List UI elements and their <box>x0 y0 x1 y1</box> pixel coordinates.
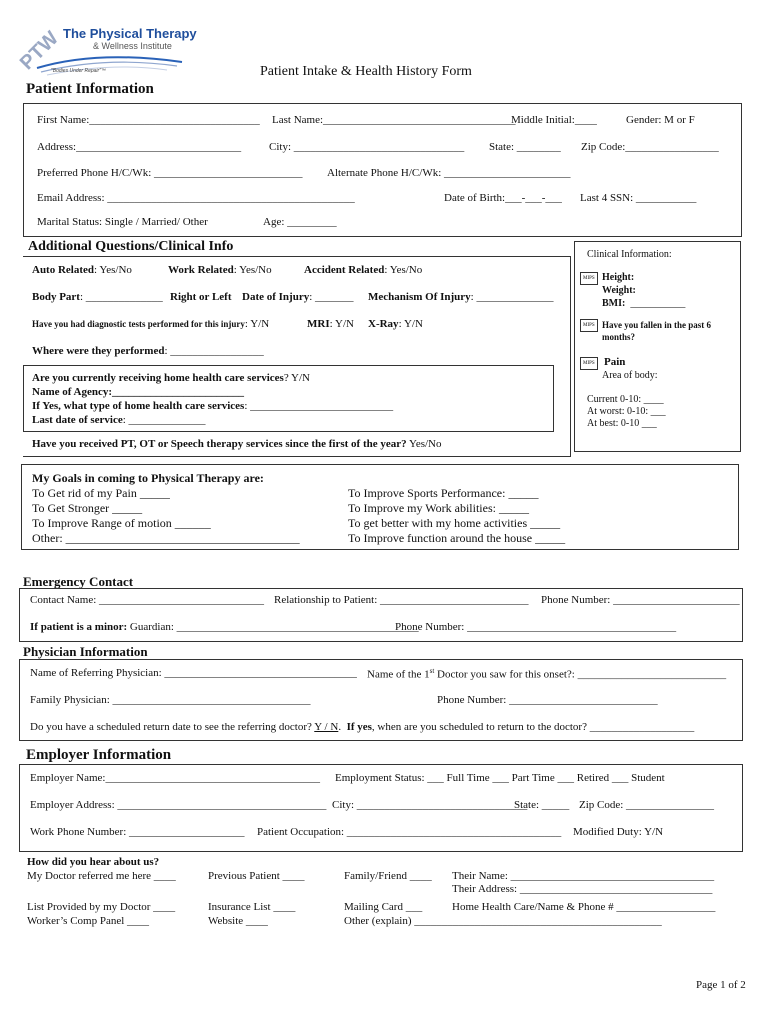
emergency-box <box>19 588 743 642</box>
guardian-field[interactable]: If patient is a minor: Guardian: ____________________________________________ <box>30 621 419 633</box>
mips-badge: MIPS <box>580 317 598 332</box>
address-field[interactable]: Address:______________________________ <box>37 141 242 153</box>
modified-duty-field[interactable]: Modified Duty: Y/N <box>573 826 664 838</box>
employer-name-field[interactable]: Employer Name:_______________________________________ <box>30 772 320 784</box>
height-field[interactable]: Height: <box>602 272 635 283</box>
goal-pain[interactable]: To Get rid of my Pain _____ <box>32 486 170 500</box>
bmi-field[interactable]: BMI: ___________ <box>602 298 686 309</box>
occupation-field[interactable]: Patient Occupation: _______________________________________ <box>257 826 562 838</box>
pain-worst-field[interactable]: At worst: 0-10: ___ <box>587 406 666 417</box>
alternate-phone-field[interactable]: Alternate Phone H/C/Wk: _______________________ <box>327 167 571 179</box>
first-name-field[interactable]: First Name:_______________________________ <box>37 114 260 126</box>
referral-doctor[interactable]: My Doctor referred me here ____ <box>27 870 176 882</box>
referral-workers-comp[interactable]: Worker’s Comp Panel ____ <box>27 915 150 927</box>
emergency-phone-field[interactable]: Phone Number: _______________________ <box>541 594 740 606</box>
page-number: Page 1 of 2 <box>696 979 746 991</box>
goals-box <box>21 464 739 550</box>
family-physician-field[interactable]: Family Physician: ____________________________________ <box>30 694 311 706</box>
referral-website[interactable]: Website ____ <box>208 915 268 927</box>
guardian-phone-field[interactable]: Phone Number: ______________________________________ <box>395 621 677 633</box>
goal-stronger[interactable]: To Get Stronger _____ <box>32 501 143 515</box>
physician-phone-field[interactable]: Phone Number: ___________________________ <box>437 694 658 706</box>
body-part-field[interactable]: Body Part: ______________ <box>32 291 163 303</box>
state-field[interactable]: State: ________ <box>489 141 561 153</box>
referral-mailing-card[interactable]: Mailing Card ___ <box>344 901 423 913</box>
clinical-info-box <box>574 241 741 452</box>
work-phone-field[interactable]: Work Phone Number: _____________________ <box>30 826 245 838</box>
employer-box <box>19 764 743 852</box>
mechanism-field[interactable]: Mechanism Of Injury: ______________ <box>368 291 554 303</box>
middle-initial-field[interactable]: Middle Initial:____ <box>511 114 597 126</box>
home-health-care-field[interactable]: Home Health Care/Name & Phone # __________________ <box>452 901 716 913</box>
dob-field[interactable]: Date of Birth:___-___-___ <box>444 192 562 204</box>
pain-current-field[interactable]: Current 0-10: ____ <box>587 394 664 405</box>
goal-range-of-motion[interactable]: To Improve Range of motion ______ <box>32 516 211 530</box>
age-field[interactable]: Age: _________ <box>263 216 337 228</box>
ssn-field[interactable]: Last 4 SSN: ___________ <box>580 192 697 204</box>
referral-family-friend[interactable]: Family/Friend ____ <box>344 870 432 882</box>
agency-field[interactable]: Name of Agency:________________________ <box>32 386 245 398</box>
additional-title: Additional Questions/Clinical Info <box>28 239 234 254</box>
physician-title: Physician Information <box>23 644 148 659</box>
patient-info-title: Patient Information <box>26 81 154 97</box>
area-of-body-field[interactable]: Area of body: <box>602 370 658 381</box>
therapy-services-question[interactable]: Have you received PT, OT or Speech therapy services since the first of the year? Yes/No <box>32 438 442 450</box>
where-performed-field[interactable]: Where were they performed: _________________ <box>32 345 264 357</box>
home-health-type-field[interactable]: If Yes, what type of home health care services: __________________________ <box>32 400 394 412</box>
first-doctor-field[interactable]: Name of the 1st Doctor you saw for this onset?: ___________________________ <box>367 667 727 681</box>
right-or-left-field[interactable]: Right or Left <box>170 291 232 303</box>
form-title: Patient Intake & Health History Form <box>260 64 472 79</box>
referral-list-provided[interactable]: List Provided by my Doctor ____ <box>27 901 176 913</box>
fallen-question[interactable]: Have you fallen in the past 6 <box>602 320 712 330</box>
their-name-field[interactable]: Their Name: _____________________________________ <box>452 870 715 882</box>
goal-work[interactable]: To Improve my Work abilities: _____ <box>348 501 529 515</box>
logo-subtitle: & Wellness Institute <box>93 41 172 51</box>
referral-insurance-list[interactable]: Insurance List ____ <box>208 901 296 913</box>
referring-physician-field[interactable]: Name of Referring Physician: ___________________________________ <box>30 667 357 679</box>
fallen-question-cont: months? <box>602 332 636 342</box>
goal-home[interactable]: To get better with my home activities _____ <box>348 516 561 530</box>
contact-name-field[interactable]: Contact Name: ______________________________ <box>30 594 265 606</box>
employment-status-field[interactable]: Employment Status: ___ Full Time ___ Part Time ___ Retired ___ Student <box>335 772 665 784</box>
referral-source-title: How did you hear about us? <box>27 856 160 868</box>
email-field[interactable]: Email Address: _____________________________________________ <box>37 192 355 204</box>
gender-field[interactable]: Gender: M or F <box>626 114 695 126</box>
pain-label: Pain <box>604 356 626 368</box>
city-field[interactable]: City: _______________________________ <box>269 141 465 153</box>
logo-name: The Physical Therapy <box>63 26 197 41</box>
mri-field[interactable]: MRI: Y/N <box>307 318 354 330</box>
goal-other[interactable]: Other: _______________________________________ <box>32 531 300 545</box>
relationship-field[interactable]: Relationship to Patient: ___________________________ <box>274 594 529 606</box>
last-service-field[interactable]: Last date of service: ______________ <box>32 414 206 426</box>
diagnostic-tests-field[interactable]: Have you had diagnostic tests performed for this injury: Y/N <box>32 318 270 330</box>
accident-related[interactable]: Accident Related: Yes/No <box>304 264 423 276</box>
xray-field[interactable]: X-Ray: Y/N <box>368 318 423 330</box>
referral-previous-patient[interactable]: Previous Patient ____ <box>208 870 305 882</box>
mips-badge: MIPS <box>580 355 598 370</box>
zip-field[interactable]: Zip Code:_________________ <box>581 141 719 153</box>
their-address-field[interactable]: Their Address: ___________________________________ <box>452 883 713 895</box>
return-date-question[interactable]: Do you have a scheduled return date to see the referring doctor? Y / N. If yes, when are you scheduled to return to the doctor? ___________________ <box>30 721 695 733</box>
employer-title: Employer Information <box>26 747 172 763</box>
weight-field[interactable]: Weight: <box>602 285 636 296</box>
logo-monogram: PTW <box>17 27 63 75</box>
date-of-injury-field[interactable]: Date of Injury: _______ <box>242 291 354 303</box>
home-health-box <box>23 365 554 432</box>
goal-function[interactable]: To Improve function around the house _____ <box>348 531 566 545</box>
logo-tagline: "Bodies Under Repair"™ <box>51 68 106 74</box>
last-name-field[interactable]: Last Name:___________________________________ <box>272 114 516 126</box>
marital-status-field[interactable]: Marital Status: Single / Married/ Other <box>37 216 208 228</box>
employer-state-field[interactable]: State: _____ <box>514 799 570 811</box>
preferred-phone-field[interactable]: Preferred Phone H/C/Wk: ___________________________ <box>37 167 303 179</box>
employer-address-field[interactable]: Employer Address: ______________________________________ <box>30 799 327 811</box>
patient-info-box <box>23 103 742 237</box>
clinical-info-title: Clinical Information: <box>587 249 672 260</box>
goals-title: My Goals in coming to Physical Therapy are: <box>32 471 264 485</box>
logo <box>17 18 197 82</box>
emergency-title: Emergency Contact <box>23 574 134 589</box>
mips-badge: MIPS <box>580 270 598 285</box>
referral-other[interactable]: Other (explain) _____________________________________________ <box>344 915 662 927</box>
pain-best-field[interactable]: At best: 0-10 ___ <box>587 418 657 429</box>
employer-city-field[interactable]: City: _______________________________ <box>332 799 528 811</box>
auto-related[interactable]: Auto Related: Yes/No <box>32 264 132 276</box>
goal-sports[interactable]: To Improve Sports Performance: _____ <box>348 486 539 500</box>
physician-box <box>19 659 743 741</box>
employer-zip-field[interactable]: Zip Code: ________________ <box>579 799 715 811</box>
work-related[interactable]: Work Related: Yes/No <box>168 264 272 276</box>
home-health-question[interactable]: Are you currently receiving home health care services? Y/N <box>32 372 310 384</box>
